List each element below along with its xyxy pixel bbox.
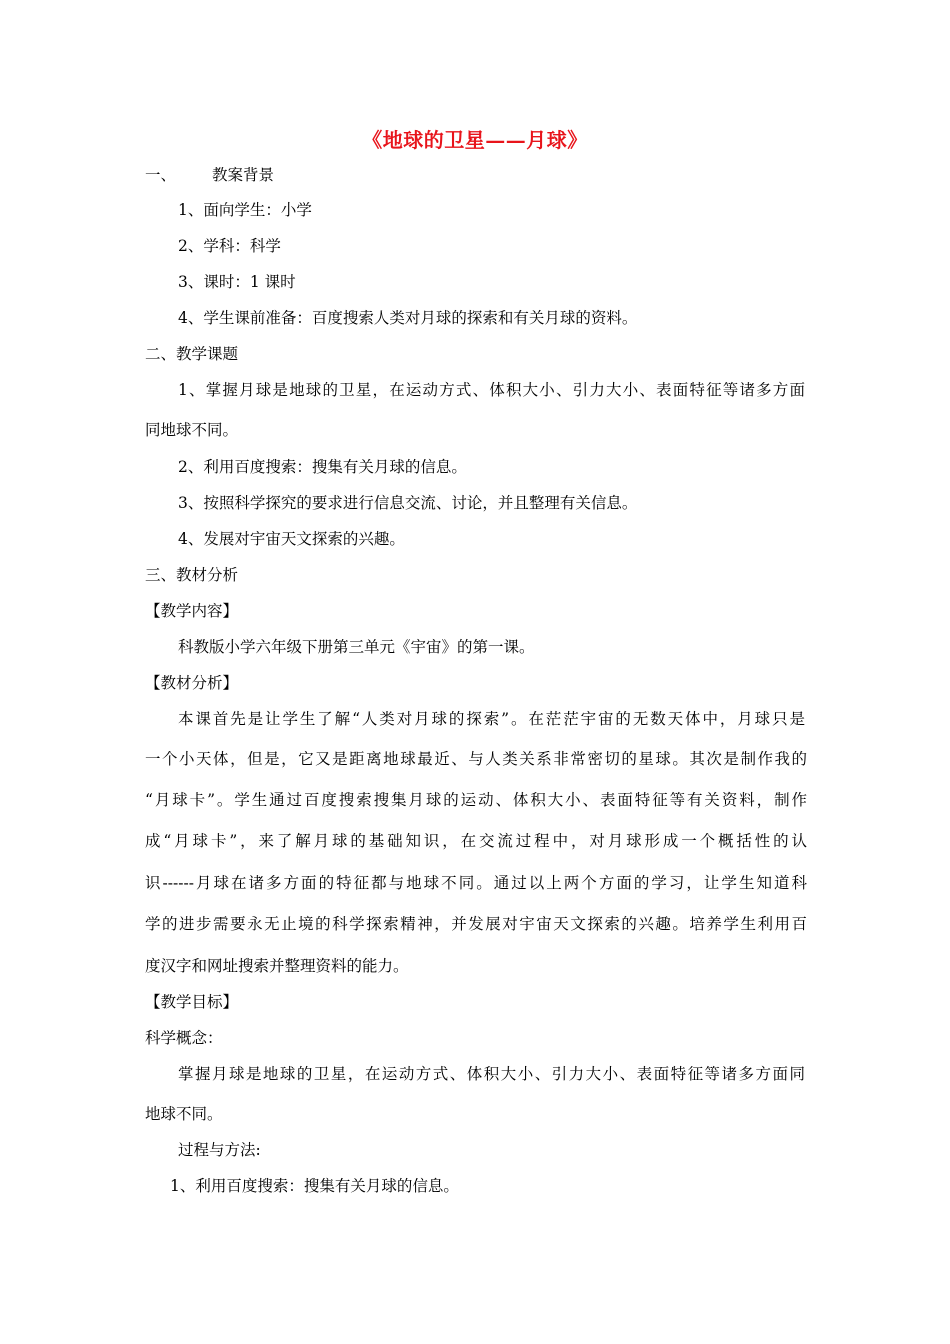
section2-item-3: 3、按照科学探究的要求进行信息交流、讨论，并且整理有关信息。 <box>178 494 638 512</box>
document-title: 《地球的卫星——月球》 <box>362 128 588 152</box>
process-method-label: 过程与方法: <box>178 1141 261 1159</box>
science-concept-label: 科学概念： <box>145 1029 223 1047</box>
section1-heading: 教案背景 <box>212 166 275 184</box>
section1-item-3: 3、课时：1 课时 <box>178 273 296 291</box>
section2-item1-line2: 同地球不同。 <box>145 421 239 439</box>
teaching-content-text: 科教版小学六年级下册第三单元《宇宙》的第一课。 <box>178 638 535 656</box>
material-analysis-label: 【教材分析】 <box>145 674 239 692</box>
section3-heading: 三、教材分析 <box>145 566 239 584</box>
section2-item1-line1: 1、掌握月球是地球的卫星，在运动方式、体积大小、引力大小、表面特征等诸多方面 <box>178 381 805 399</box>
section1-number: 一、 <box>145 166 177 184</box>
section2-item-2: 2、利用百度搜索：搜集有关月球的信息。 <box>178 458 467 476</box>
section2-item-4: 4、发展对宇宙天文探索的兴趣。 <box>178 530 405 548</box>
section2-heading: 二、教学课题 <box>145 345 239 363</box>
process-method-item-1: 1、利用百度搜索：搜集有关月球的信息。 <box>170 1177 459 1195</box>
section1-item-4: 4、学生课前准备：百度搜索人类对月球的探索和有关月球的资料。 <box>178 309 638 327</box>
science-concept-line-1: 掌握月球是地球的卫星，在运动方式、体积大小、引力大小、表面特征等诸多方面同 <box>178 1065 805 1083</box>
teaching-goal-label: 【教学目标】 <box>145 993 239 1011</box>
analysis-paragraph-line-4: 成“月球卡”，来了解月球的基础知识，在交流过程中，对月球形成一个概括性的认 <box>145 832 807 850</box>
section1-item-1: 1、面向学生：小学 <box>178 201 312 219</box>
teaching-content-label: 【教学内容】 <box>145 602 239 620</box>
section1-item-2: 2、学科：科学 <box>178 237 281 255</box>
analysis-paragraph-line-2: 一个小天体，但是，它又是距离地球最近、与人类关系非常密切的星球。其次是制作我的 <box>145 750 807 768</box>
analysis-paragraph-line-1: 本课首先是让学生了解“人类对月球的探索”。在茫茫宇宙的无数天体中，月球只是 <box>178 710 805 728</box>
analysis-paragraph-line-6: 学的进步需要永无止境的科学探索精神，并发展对宇宙天文探索的兴趣。培养学生利用百 <box>145 915 807 933</box>
analysis-paragraph-line-3: “月球卡”。学生通过百度搜索搜集月球的运动、体积大小、表面特征等有关资料，制作 <box>145 791 807 809</box>
science-concept-line-2: 地球不同。 <box>145 1105 223 1123</box>
analysis-paragraph-line-7: 度汉字和网址搜索并整理资料的能力。 <box>145 957 409 975</box>
analysis-paragraph-line-5: 识------月球在诸多方面的特征都与地球不同。通过以上两个方面的学习，让学生知道科 <box>145 874 807 892</box>
